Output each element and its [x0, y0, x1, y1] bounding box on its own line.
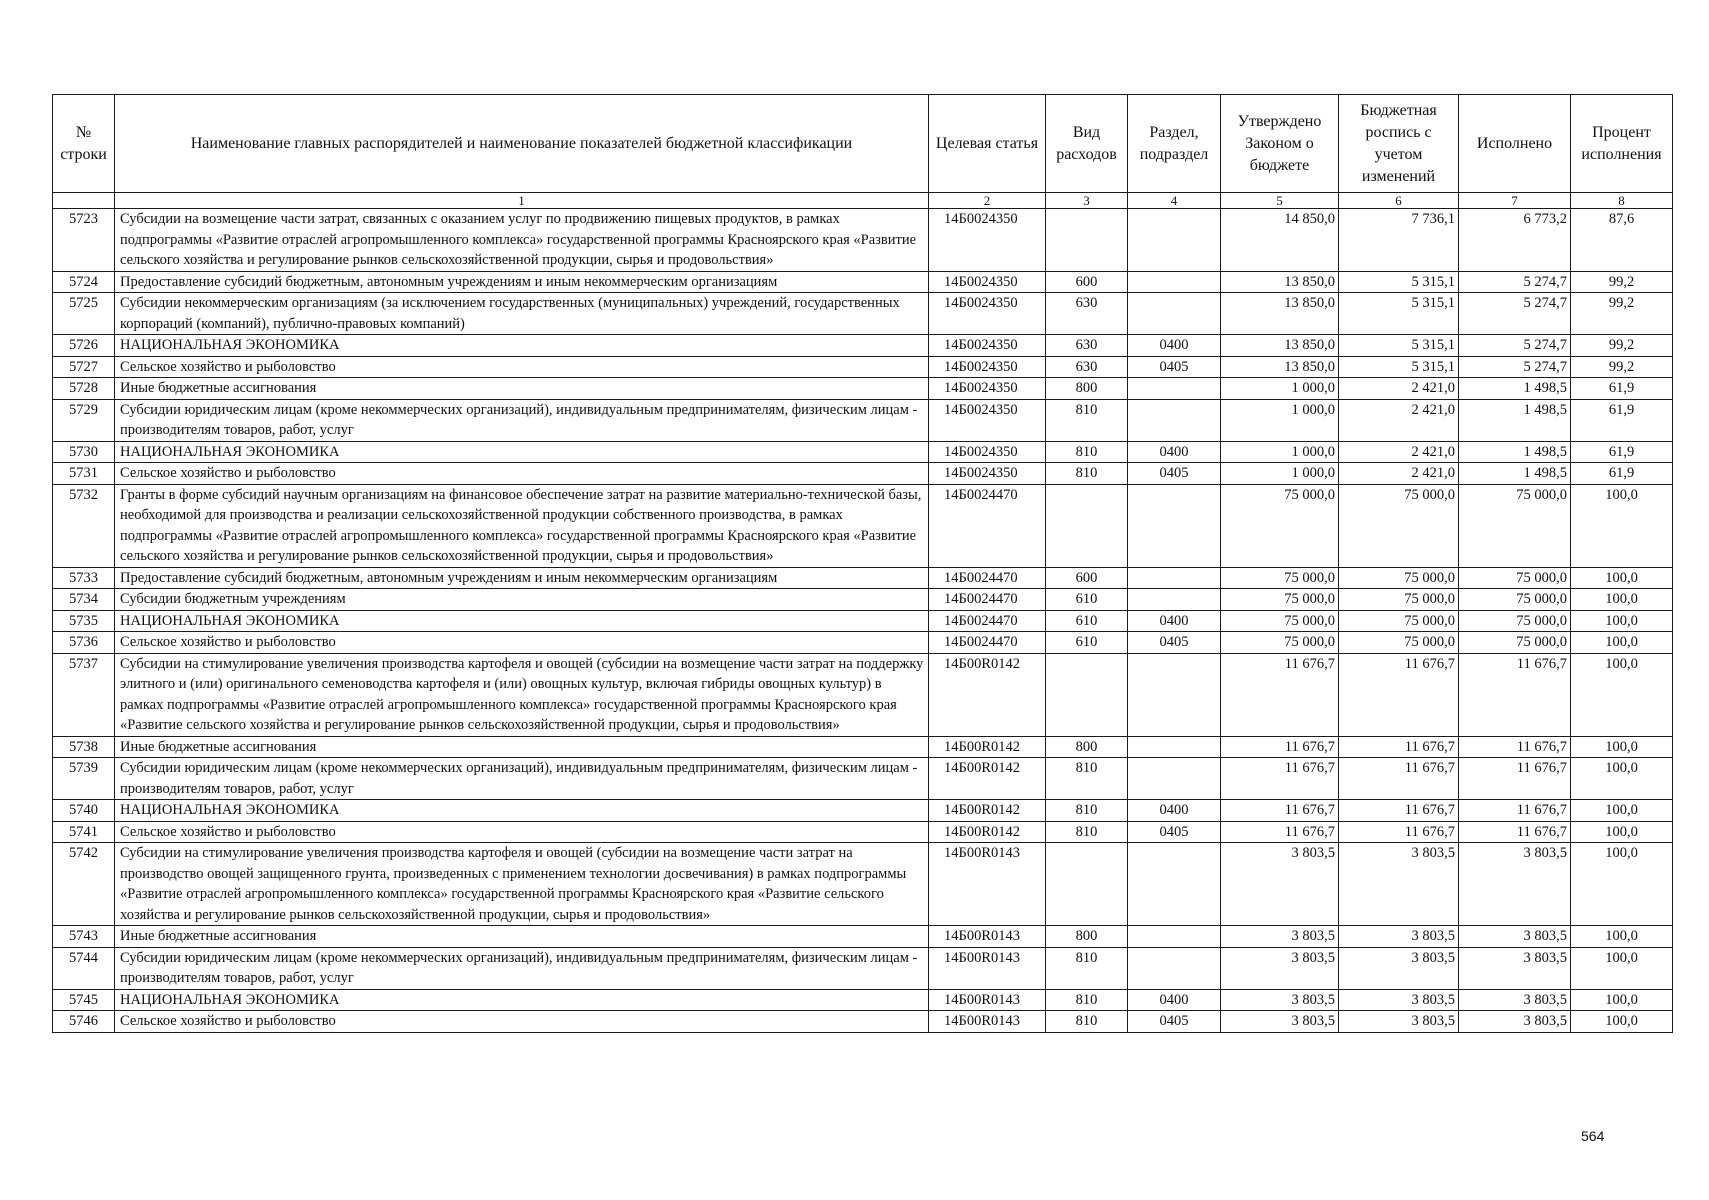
row-executed: 11 676,7	[1459, 736, 1571, 758]
row-section	[1128, 399, 1221, 441]
row-executed: 75 000,0	[1459, 632, 1571, 654]
row-executed: 75 000,0	[1459, 610, 1571, 632]
row-budget-schedule: 3 803,5	[1339, 843, 1459, 926]
row-budget-schedule: 3 803,5	[1339, 989, 1459, 1011]
row-target-article: 14Б0024350	[929, 271, 1046, 293]
row-name: Субсидии некоммерческим организациям (за исключением государственных (муниципальных) учреждений, государственных корпораций (компаний), публично-правовых компаний)	[115, 293, 929, 335]
row-budget-schedule: 75 000,0	[1339, 632, 1459, 654]
row-percent: 100,0	[1571, 632, 1673, 654]
row-section: 0400	[1128, 335, 1221, 357]
row-name: НАЦИОНАЛЬНАЯ ЭКОНОМИКА	[115, 441, 929, 463]
table-row	[53, 209, 1673, 272]
row-budget-schedule: 11 676,7	[1339, 800, 1459, 822]
row-section	[1128, 209, 1221, 272]
row-section: 0400	[1128, 800, 1221, 822]
row-percent: 100,0	[1571, 653, 1673, 736]
row-target-article: 14Б00R0143	[929, 1011, 1046, 1033]
row-budget-schedule: 3 803,5	[1339, 1011, 1459, 1033]
row-executed: 5 274,7	[1459, 271, 1571, 293]
row-executed: 1 498,5	[1459, 399, 1571, 441]
table-row	[53, 653, 1673, 736]
row-percent: 99,2	[1571, 271, 1673, 293]
row-approved: 11 676,7	[1221, 821, 1339, 843]
row-expense-type: 810	[1046, 399, 1128, 441]
row-budget-schedule: 2 421,0	[1339, 399, 1459, 441]
row-section: 0400	[1128, 441, 1221, 463]
row-number: 5727	[53, 356, 115, 378]
row-section	[1128, 758, 1221, 800]
table-row	[53, 610, 1673, 632]
row-approved: 75 000,0	[1221, 610, 1339, 632]
row-number: 5724	[53, 271, 115, 293]
table-row	[53, 399, 1673, 441]
row-executed: 6 773,2	[1459, 209, 1571, 272]
row-expense-type: 630	[1046, 293, 1128, 335]
row-expense-type: 800	[1046, 926, 1128, 948]
row-name: Иные бюджетные ассигнования	[115, 926, 929, 948]
column-number	[53, 193, 115, 209]
row-approved: 75 000,0	[1221, 632, 1339, 654]
column-number: 3	[1046, 193, 1128, 209]
table-row	[53, 356, 1673, 378]
row-section	[1128, 484, 1221, 567]
column-number: 1	[115, 193, 929, 209]
row-budget-schedule: 11 676,7	[1339, 653, 1459, 736]
row-executed: 5 274,7	[1459, 293, 1571, 335]
header-row	[53, 95, 1673, 193]
row-name: НАЦИОНАЛЬНАЯ ЭКОНОМИКА	[115, 989, 929, 1011]
row-name: НАЦИОНАЛЬНАЯ ЭКОНОМИКА	[115, 335, 929, 357]
row-number: 5729	[53, 399, 115, 441]
row-budget-schedule: 5 315,1	[1339, 335, 1459, 357]
row-target-article: 14Б00R0143	[929, 989, 1046, 1011]
row-expense-type	[1046, 484, 1128, 567]
row-name: Субсидии бюджетным учреждениям	[115, 589, 929, 611]
row-target-article: 14Б0024350	[929, 378, 1046, 400]
row-expense-type: 630	[1046, 335, 1128, 357]
table-header	[53, 95, 1673, 209]
row-percent: 100,0	[1571, 589, 1673, 611]
row-section	[1128, 843, 1221, 926]
row-percent: 100,0	[1571, 989, 1673, 1011]
row-approved: 1 000,0	[1221, 378, 1339, 400]
page-number: 564	[1581, 1128, 1605, 1144]
header-expense-type: Вид расходов	[1046, 95, 1128, 193]
row-executed: 3 803,5	[1459, 989, 1571, 1011]
row-executed: 11 676,7	[1459, 821, 1571, 843]
row-number: 5732	[53, 484, 115, 567]
table-row	[53, 567, 1673, 589]
row-target-article: 14Б00R0142	[929, 800, 1046, 822]
table-row	[53, 484, 1673, 567]
row-number: 5736	[53, 632, 115, 654]
row-number: 5726	[53, 335, 115, 357]
row-approved: 3 803,5	[1221, 843, 1339, 926]
row-target-article: 14Б0024350	[929, 441, 1046, 463]
row-approved: 13 850,0	[1221, 356, 1339, 378]
table-row	[53, 843, 1673, 926]
budget-execution-table	[52, 94, 1673, 1033]
row-percent: 61,9	[1571, 399, 1673, 441]
row-percent: 100,0	[1571, 1011, 1673, 1033]
row-section: 0405	[1128, 632, 1221, 654]
row-target-article: 14Б0024470	[929, 484, 1046, 567]
row-number: 5731	[53, 463, 115, 485]
row-budget-schedule: 11 676,7	[1339, 758, 1459, 800]
row-percent: 61,9	[1571, 463, 1673, 485]
row-name: Гранты в форме субсидий научным организациям на финансовое обеспечение затрат на развитие материально-технической базы, необходимой для производства и реализации сельскохозяйственной продукции собственного производства, в рамках подпрограммы «Развитие отраслей агропромышленного комплекса» государственной программы Красноярского края «Развитие сельского хозяйства и регулирование рынков сельскохозяйственной продукции, сырья и продовольствия»	[115, 484, 929, 567]
table-body	[53, 209, 1673, 1033]
row-budget-schedule: 2 421,0	[1339, 441, 1459, 463]
row-budget-schedule: 2 421,0	[1339, 463, 1459, 485]
row-percent: 99,2	[1571, 356, 1673, 378]
row-section	[1128, 293, 1221, 335]
row-expense-type	[1046, 653, 1128, 736]
row-percent: 61,9	[1571, 378, 1673, 400]
row-number: 5744	[53, 947, 115, 989]
row-expense-type: 800	[1046, 736, 1128, 758]
row-percent: 100,0	[1571, 567, 1673, 589]
row-percent: 100,0	[1571, 484, 1673, 567]
row-approved: 3 803,5	[1221, 1011, 1339, 1033]
row-executed: 3 803,5	[1459, 926, 1571, 948]
row-section	[1128, 947, 1221, 989]
row-expense-type: 810	[1046, 947, 1128, 989]
row-expense-type: 630	[1046, 356, 1128, 378]
row-expense-type: 610	[1046, 610, 1128, 632]
row-target-article: 14Б0024350	[929, 463, 1046, 485]
row-number: 5742	[53, 843, 115, 926]
row-section: 0400	[1128, 610, 1221, 632]
table-row	[53, 926, 1673, 948]
header-row-number: № строки	[53, 95, 115, 193]
row-percent: 100,0	[1571, 758, 1673, 800]
row-budget-schedule: 11 676,7	[1339, 736, 1459, 758]
row-executed: 75 000,0	[1459, 567, 1571, 589]
row-executed: 75 000,0	[1459, 484, 1571, 567]
row-number: 5745	[53, 989, 115, 1011]
row-number: 5733	[53, 567, 115, 589]
row-number: 5740	[53, 800, 115, 822]
row-expense-type: 600	[1046, 271, 1128, 293]
table-row	[53, 800, 1673, 822]
row-target-article: 14Б0024350	[929, 335, 1046, 357]
row-percent: 99,2	[1571, 293, 1673, 335]
row-name: Предоставление субсидий бюджетным, автономным учреждениям и иным некоммерческим организациям	[115, 567, 929, 589]
row-executed: 11 676,7	[1459, 758, 1571, 800]
row-budget-schedule: 11 676,7	[1339, 821, 1459, 843]
header-name: Наименование главных распорядителей и наименование показателей бюджетной классификации	[115, 95, 929, 193]
row-percent: 99,2	[1571, 335, 1673, 357]
table-row	[53, 758, 1673, 800]
row-budget-schedule: 5 315,1	[1339, 293, 1459, 335]
column-number: 7	[1459, 193, 1571, 209]
header-executed: Исполнено	[1459, 95, 1571, 193]
row-approved: 3 803,5	[1221, 989, 1339, 1011]
row-budget-schedule: 2 421,0	[1339, 378, 1459, 400]
row-executed: 75 000,0	[1459, 589, 1571, 611]
row-executed: 3 803,5	[1459, 843, 1571, 926]
row-number: 5741	[53, 821, 115, 843]
row-budget-schedule: 75 000,0	[1339, 484, 1459, 567]
row-name: Субсидии юридическим лицам (кроме некоммерческих организаций), индивидуальным предпринимателям, физическим лицам - производителям товаров, работ, услуг	[115, 399, 929, 441]
column-number: 6	[1339, 193, 1459, 209]
row-approved: 14 850,0	[1221, 209, 1339, 272]
row-number: 5737	[53, 653, 115, 736]
header-budget-schedule: Бюджетная роспись с учетом изменений	[1339, 95, 1459, 193]
row-approved: 13 850,0	[1221, 271, 1339, 293]
row-section: 0400	[1128, 989, 1221, 1011]
row-approved: 1 000,0	[1221, 463, 1339, 485]
row-budget-schedule: 5 315,1	[1339, 271, 1459, 293]
row-number: 5735	[53, 610, 115, 632]
row-approved: 11 676,7	[1221, 653, 1339, 736]
row-approved: 11 676,7	[1221, 758, 1339, 800]
row-expense-type: 610	[1046, 632, 1128, 654]
row-executed: 11 676,7	[1459, 800, 1571, 822]
row-target-article: 14Б0024350	[929, 399, 1046, 441]
row-number: 5734	[53, 589, 115, 611]
column-number: 8	[1571, 193, 1673, 209]
row-executed: 3 803,5	[1459, 1011, 1571, 1033]
row-expense-type: 810	[1046, 800, 1128, 822]
column-number: 2	[929, 193, 1046, 209]
row-executed: 1 498,5	[1459, 441, 1571, 463]
row-name: Иные бюджетные ассигнования	[115, 736, 929, 758]
row-number: 5743	[53, 926, 115, 948]
row-number: 5728	[53, 378, 115, 400]
row-name: Сельское хозяйство и рыболовство	[115, 1011, 929, 1033]
row-budget-schedule: 3 803,5	[1339, 926, 1459, 948]
row-name: Сельское хозяйство и рыболовство	[115, 821, 929, 843]
row-section	[1128, 378, 1221, 400]
table-row	[53, 441, 1673, 463]
table-row	[53, 821, 1673, 843]
row-budget-schedule: 5 315,1	[1339, 356, 1459, 378]
row-budget-schedule: 75 000,0	[1339, 567, 1459, 589]
row-target-article: 14Б0024470	[929, 632, 1046, 654]
row-expense-type: 800	[1046, 378, 1128, 400]
header-percent: Процент исполнения	[1571, 95, 1673, 193]
row-budget-schedule: 7 736,1	[1339, 209, 1459, 272]
row-budget-schedule: 75 000,0	[1339, 610, 1459, 632]
row-name: НАЦИОНАЛЬНАЯ ЭКОНОМИКА	[115, 800, 929, 822]
row-percent: 100,0	[1571, 736, 1673, 758]
row-name: Сельское хозяйство и рыболовство	[115, 632, 929, 654]
row-approved: 1 000,0	[1221, 399, 1339, 441]
table-row	[53, 293, 1673, 335]
row-section: 0405	[1128, 463, 1221, 485]
table-row	[53, 335, 1673, 357]
row-executed: 3 803,5	[1459, 947, 1571, 989]
row-executed: 1 498,5	[1459, 463, 1571, 485]
table-row	[53, 463, 1673, 485]
header-approved: Утверждено Законом о бюджете	[1221, 95, 1339, 193]
row-number: 5739	[53, 758, 115, 800]
row-name: Предоставление субсидий бюджетным, автономным учреждениям и иным некоммерческим организациям	[115, 271, 929, 293]
row-approved: 3 803,5	[1221, 926, 1339, 948]
row-section: 0405	[1128, 821, 1221, 843]
table-row	[53, 271, 1673, 293]
row-percent: 100,0	[1571, 821, 1673, 843]
row-executed: 1 498,5	[1459, 378, 1571, 400]
column-number: 4	[1128, 193, 1221, 209]
table-row	[53, 1011, 1673, 1033]
row-executed: 11 676,7	[1459, 653, 1571, 736]
row-target-article: 14Б00R0142	[929, 758, 1046, 800]
row-approved: 75 000,0	[1221, 589, 1339, 611]
row-section	[1128, 653, 1221, 736]
row-name: Субсидии на стимулирование увеличения производства картофеля и овощей (субсидии на возмещение части затрат на поддержку элитного и (или) оригинального семеноводства картофеля и (или) овощных культур, включая гибриды овощных культур) в рамках подпрограммы «Развитие отраслей агропромышленного комплекса» государственной программы Красноярского края «Развитие сельского хозяйства и регулирование рынков сельскохозяйственной продукции, сырья и продовольствия»	[115, 653, 929, 736]
row-budget-schedule: 3 803,5	[1339, 947, 1459, 989]
row-approved: 75 000,0	[1221, 484, 1339, 567]
row-percent: 100,0	[1571, 843, 1673, 926]
row-section	[1128, 736, 1221, 758]
row-executed: 5 274,7	[1459, 356, 1571, 378]
row-name: Субсидии юридическим лицам (кроме некоммерческих организаций), индивидуальным предпринимателям, физическим лицам - производителям товаров, работ, услуг	[115, 947, 929, 989]
row-percent: 100,0	[1571, 947, 1673, 989]
row-target-article: 14Б0024350	[929, 209, 1046, 272]
row-approved: 75 000,0	[1221, 567, 1339, 589]
row-expense-type: 600	[1046, 567, 1128, 589]
row-number: 5725	[53, 293, 115, 335]
row-approved: 11 676,7	[1221, 736, 1339, 758]
budget-table-sheet	[52, 94, 1672, 1033]
row-expense-type: 810	[1046, 821, 1128, 843]
row-budget-schedule: 75 000,0	[1339, 589, 1459, 611]
row-section	[1128, 926, 1221, 948]
row-percent: 100,0	[1571, 926, 1673, 948]
row-name: Иные бюджетные ассигнования	[115, 378, 929, 400]
row-expense-type: 810	[1046, 463, 1128, 485]
row-approved: 13 850,0	[1221, 293, 1339, 335]
row-target-article: 14Б0024470	[929, 589, 1046, 611]
row-expense-type: 810	[1046, 441, 1128, 463]
row-target-article: 14Б0024470	[929, 567, 1046, 589]
row-target-article: 14Б0024470	[929, 610, 1046, 632]
row-executed: 5 274,7	[1459, 335, 1571, 357]
row-section: 0405	[1128, 356, 1221, 378]
row-percent: 87,6	[1571, 209, 1673, 272]
row-name: Сельское хозяйство и рыболовство	[115, 356, 929, 378]
row-approved: 1 000,0	[1221, 441, 1339, 463]
row-approved: 13 850,0	[1221, 335, 1339, 357]
row-name: Субсидии на стимулирование увеличения производства картофеля и овощей (субсидии на возмещение части затрат на производство овощей защищенного грунта, произведенных с применением технологии досвечивания) в рамках подпрограммы «Развитие отраслей агропромышленного комплекса» государственной программы Красноярского края «Развитие сельского хозяйства и регулирование рынков сельскохозяйственной продукции, сырья и продовольствия»	[115, 843, 929, 926]
header-section: Раздел, подраздел	[1128, 95, 1221, 193]
row-target-article: 14Б00R0143	[929, 947, 1046, 989]
row-expense-type	[1046, 209, 1128, 272]
row-target-article: 14Б00R0143	[929, 843, 1046, 926]
row-percent: 100,0	[1571, 800, 1673, 822]
column-number: 5	[1221, 193, 1339, 209]
row-section	[1128, 589, 1221, 611]
table-row	[53, 378, 1673, 400]
table-row	[53, 632, 1673, 654]
row-target-article: 14Б00R0142	[929, 821, 1046, 843]
row-target-article: 14Б00R0142	[929, 736, 1046, 758]
row-number: 5746	[53, 1011, 115, 1033]
table-row	[53, 736, 1673, 758]
row-target-article: 14Б0024350	[929, 356, 1046, 378]
row-name: Сельское хозяйство и рыболовство	[115, 463, 929, 485]
row-expense-type: 810	[1046, 989, 1128, 1011]
row-percent: 61,9	[1571, 441, 1673, 463]
row-expense-type: 810	[1046, 758, 1128, 800]
row-name: Субсидии на возмещение части затрат, связанных с оказанием услуг по продвижению пищевых продуктов, в рамках подпрограммы «Развитие отраслей агропромышленного комплекса» государственной программы Красноярского края «Развитие сельского хозяйства и регулирование рынков сельскохозяйственной продукции, сырья и продовольствия»	[115, 209, 929, 272]
row-section	[1128, 567, 1221, 589]
column-numbers-row	[53, 193, 1673, 209]
header-target-article: Целевая статья	[929, 95, 1046, 193]
table-row	[53, 947, 1673, 989]
row-approved: 3 803,5	[1221, 947, 1339, 989]
row-section: 0405	[1128, 1011, 1221, 1033]
row-target-article: 14Б00R0143	[929, 926, 1046, 948]
row-number: 5730	[53, 441, 115, 463]
row-number: 5738	[53, 736, 115, 758]
row-target-article: 14Б0024350	[929, 293, 1046, 335]
table-row	[53, 589, 1673, 611]
row-expense-type	[1046, 843, 1128, 926]
row-approved: 11 676,7	[1221, 800, 1339, 822]
row-expense-type: 810	[1046, 1011, 1128, 1033]
row-number: 5723	[53, 209, 115, 272]
row-section	[1128, 271, 1221, 293]
row-percent: 100,0	[1571, 610, 1673, 632]
row-name: Субсидии юридическим лицам (кроме некоммерческих организаций), индивидуальным предпринимателям, физическим лицам - производителям товаров, работ, услуг	[115, 758, 929, 800]
table-row	[53, 989, 1673, 1011]
row-target-article: 14Б00R0142	[929, 653, 1046, 736]
row-expense-type: 610	[1046, 589, 1128, 611]
row-name: НАЦИОНАЛЬНАЯ ЭКОНОМИКА	[115, 610, 929, 632]
